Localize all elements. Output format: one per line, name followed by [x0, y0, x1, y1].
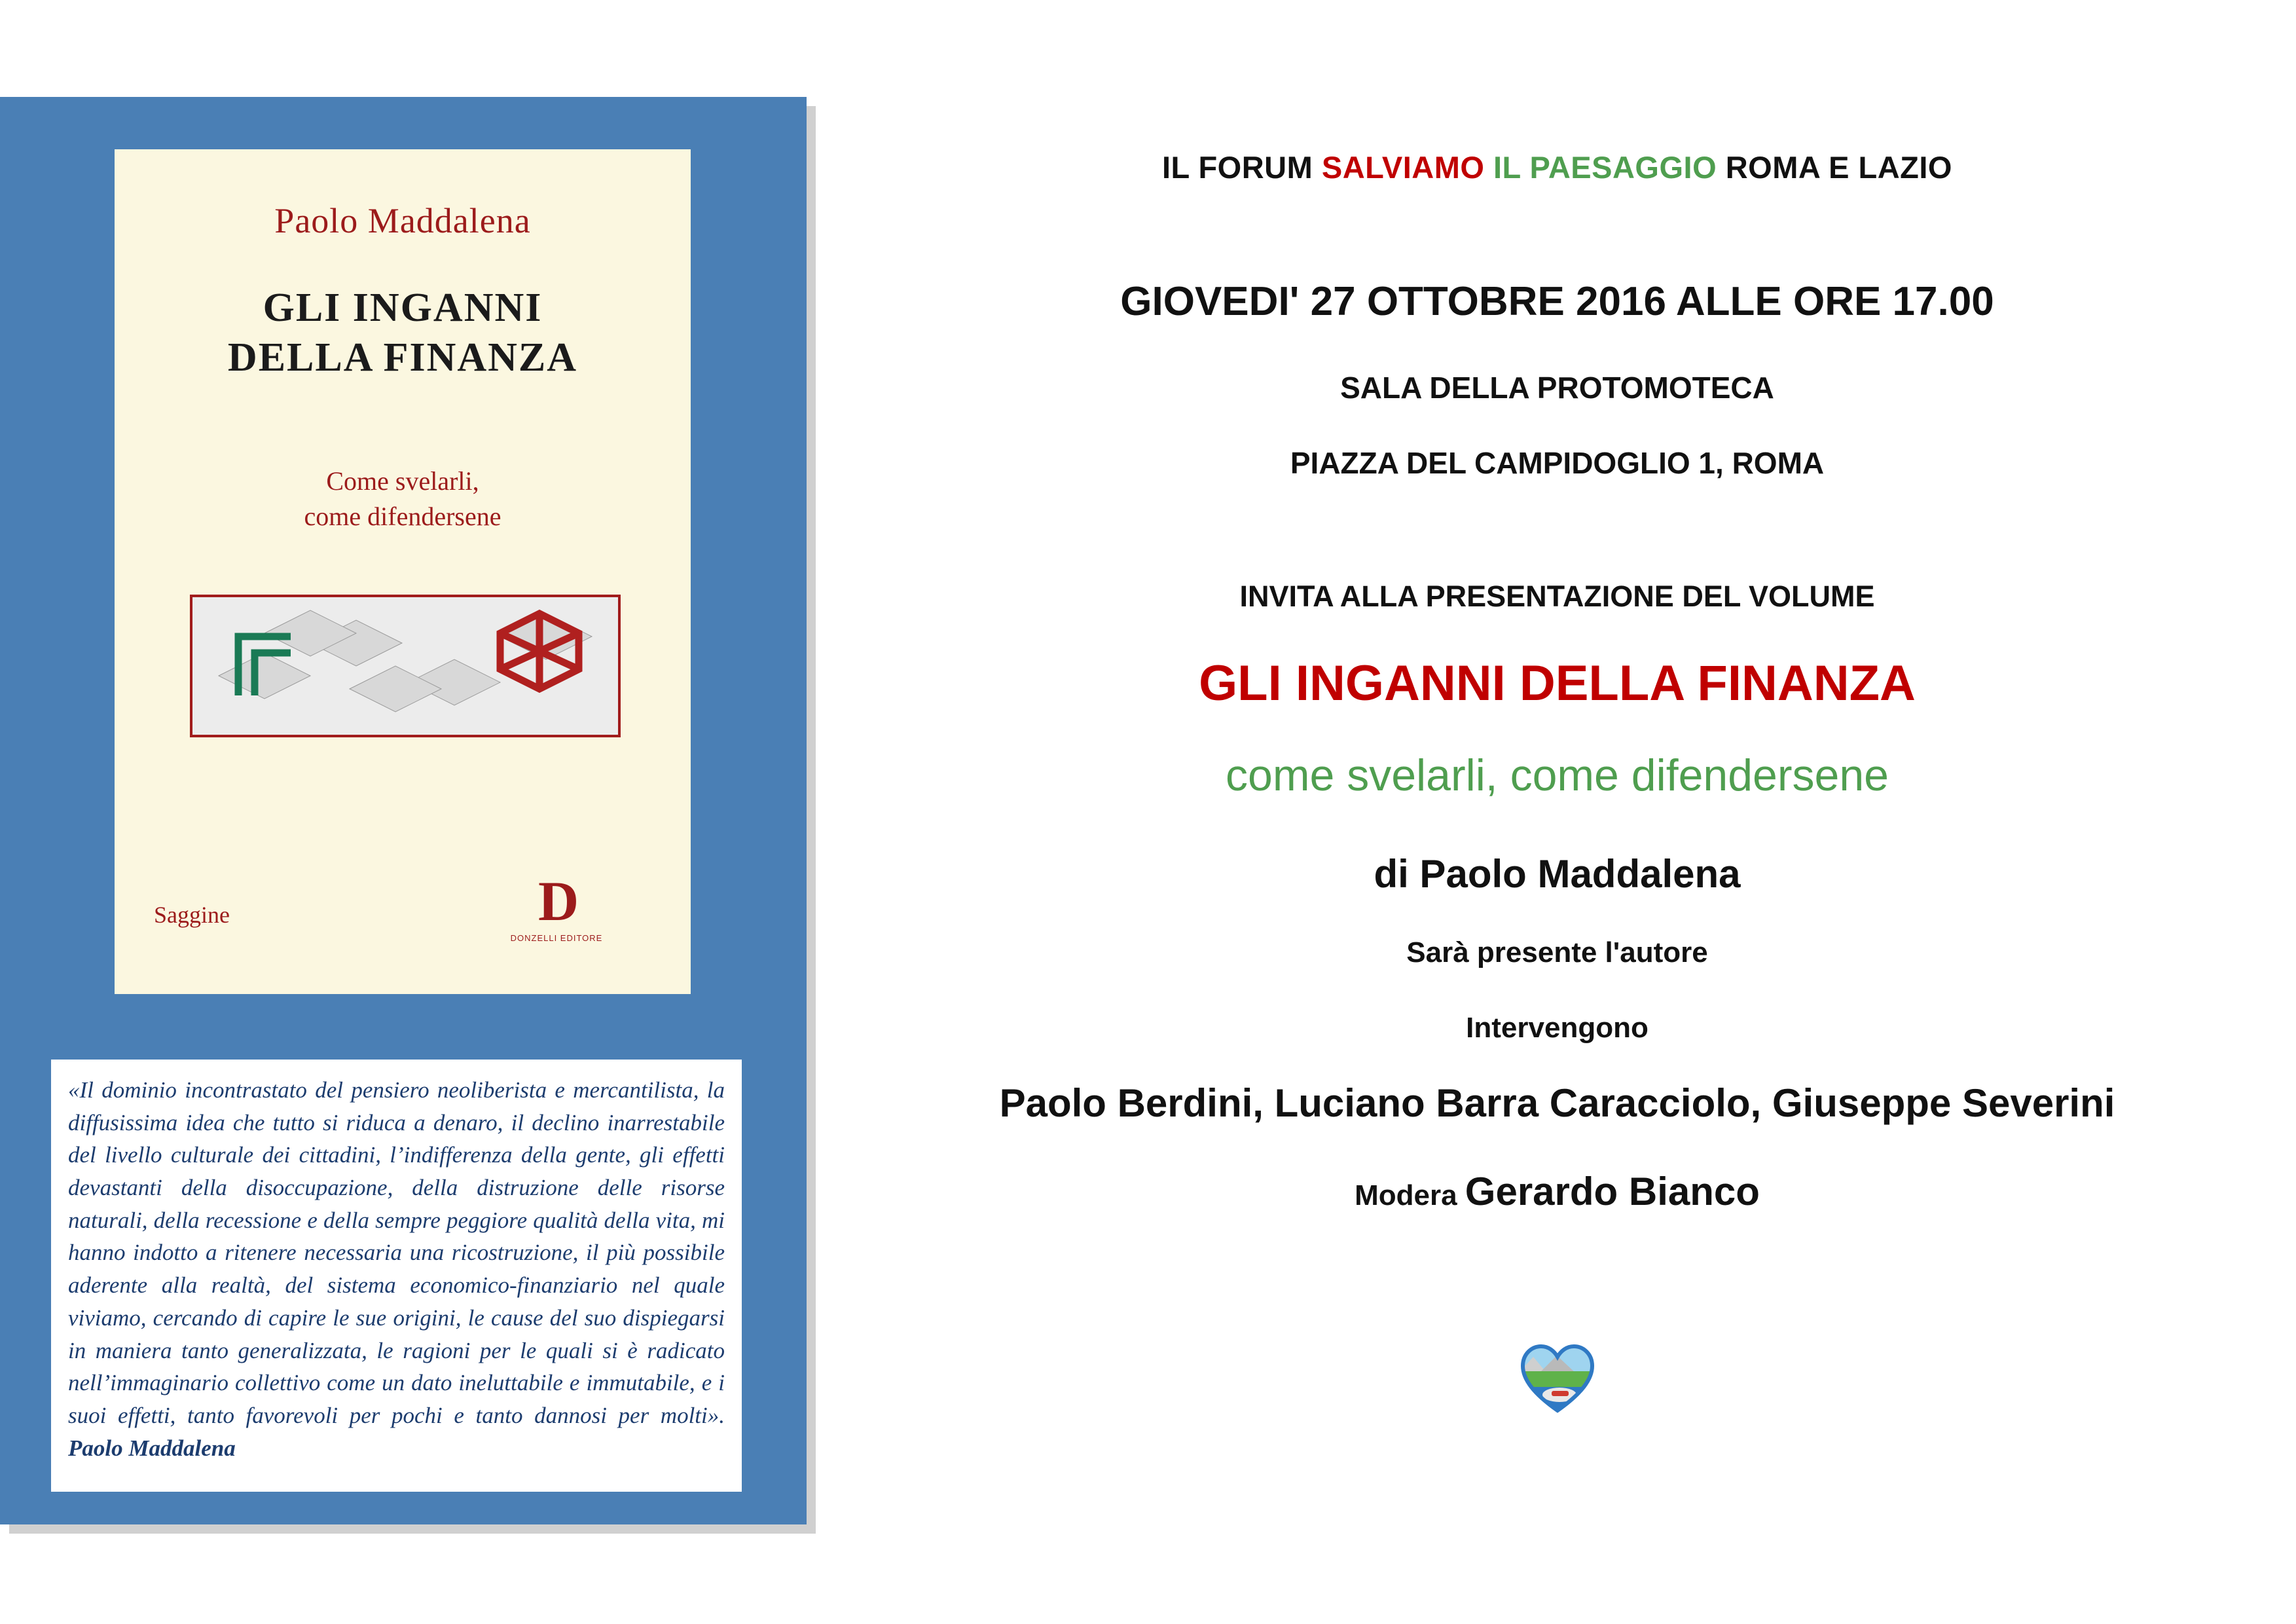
forum-suffix: ROMA E LAZIO	[1717, 150, 1952, 185]
publisher-logo-mark: D	[538, 870, 575, 932]
organization-logo-wrap	[818, 1342, 2296, 1413]
book-cover-series: Saggine	[154, 902, 230, 928]
quote-box	[51, 1060, 742, 1492]
quote-attribution: Paolo Maddalena	[68, 1435, 236, 1461]
heart-landscape-logo	[1519, 1342, 1596, 1413]
invitation-panel	[818, 0, 2296, 1624]
publisher-logo-name: DONZELLI EDITORE	[510, 933, 603, 943]
event-date: GIOVEDI' 27 OTTOBRE 2016 ALLE ORE 17.00	[1120, 279, 1994, 324]
moderator-label: Modera	[1355, 1179, 1465, 1211]
book-cover-subtitle	[115, 464, 691, 534]
book-cover-author: Paolo Maddalena	[274, 201, 531, 240]
isometric-blocks-illustration	[192, 597, 618, 735]
book-cover-title-line1: GLI INGANNI	[263, 286, 543, 330]
moderator-line	[818, 1169, 2296, 1214]
author-present-note: Sarà presente l'autore	[1406, 936, 1708, 969]
book-title: GLI INGANNI DELLA FINANZA	[1199, 655, 1916, 711]
forum-line	[818, 149, 2296, 185]
book-cover-subtitle-line2: come difendersene	[304, 502, 501, 531]
moderator-name: Gerardo Bianco	[1465, 1170, 1760, 1213]
quote-text-block	[68, 1074, 725, 1464]
book-author: di Paolo Maddalena	[1374, 852, 1741, 896]
event-venue: SALA DELLA PROTOMOTECA	[1340, 371, 1774, 405]
book-cover-title-line2: DELLA FINANZA	[227, 335, 578, 380]
forum-highlight-green: IL PAESAGGIO	[1484, 150, 1717, 185]
book-subtitle: come svelarli, come difendersene	[1226, 750, 1889, 800]
event-address: PIAZZA DEL CAMPIDOGLIO 1, ROMA	[1290, 446, 1825, 480]
invite-label: INVITA ALLA PRESENTAZIONE DEL VOLUME	[1239, 580, 1875, 613]
book-cover	[115, 149, 691, 994]
speakers-list: Paolo Berdini, Luciano Barra Caracciolo, Giuseppe Severini	[999, 1081, 2115, 1125]
forum-prefix: IL FORUM	[1162, 150, 1322, 185]
publisher-logo	[494, 870, 619, 943]
poster-panel	[0, 97, 807, 1524]
quote-text: «Il dominio incontrastato del pensiero neoliberista e mercantilista, la diffusissima idea che tutto si riduca a denaro, il declino inarrestabile del livello culturale dei cittadini, l’indifferenza della gente, gli effetti devastanti della disoccupazione, della distruzione delle risorse naturali, della recessione e della sempre peggiore qualità della vita, mi hanno indotto a ritenere necessaria una ricostruzione, il più possibile aderente alla realtà, del sistema economico-finanziario nel quale viviamo, cercando di capire le sue origini, le cause del suo dispiegarsi in maniera tanto generalizzata, le ragioni per le quali si è radicato nell’immaginario collettivo come un dato ineluttabile e immutabile, e i suoi effetti, tanto favorevoli per pochi e tanto dannosi per molti».	[68, 1077, 725, 1428]
forum-highlight-red: SALVIAMO	[1321, 150, 1485, 185]
book-cover-subtitle-line1: Come svelarli,	[326, 466, 479, 496]
book-cover-artwork	[190, 595, 621, 737]
heart-icon	[1519, 1342, 1596, 1413]
speakers-label: Intervengono	[1466, 1012, 1649, 1044]
book-cover-title	[115, 284, 691, 382]
